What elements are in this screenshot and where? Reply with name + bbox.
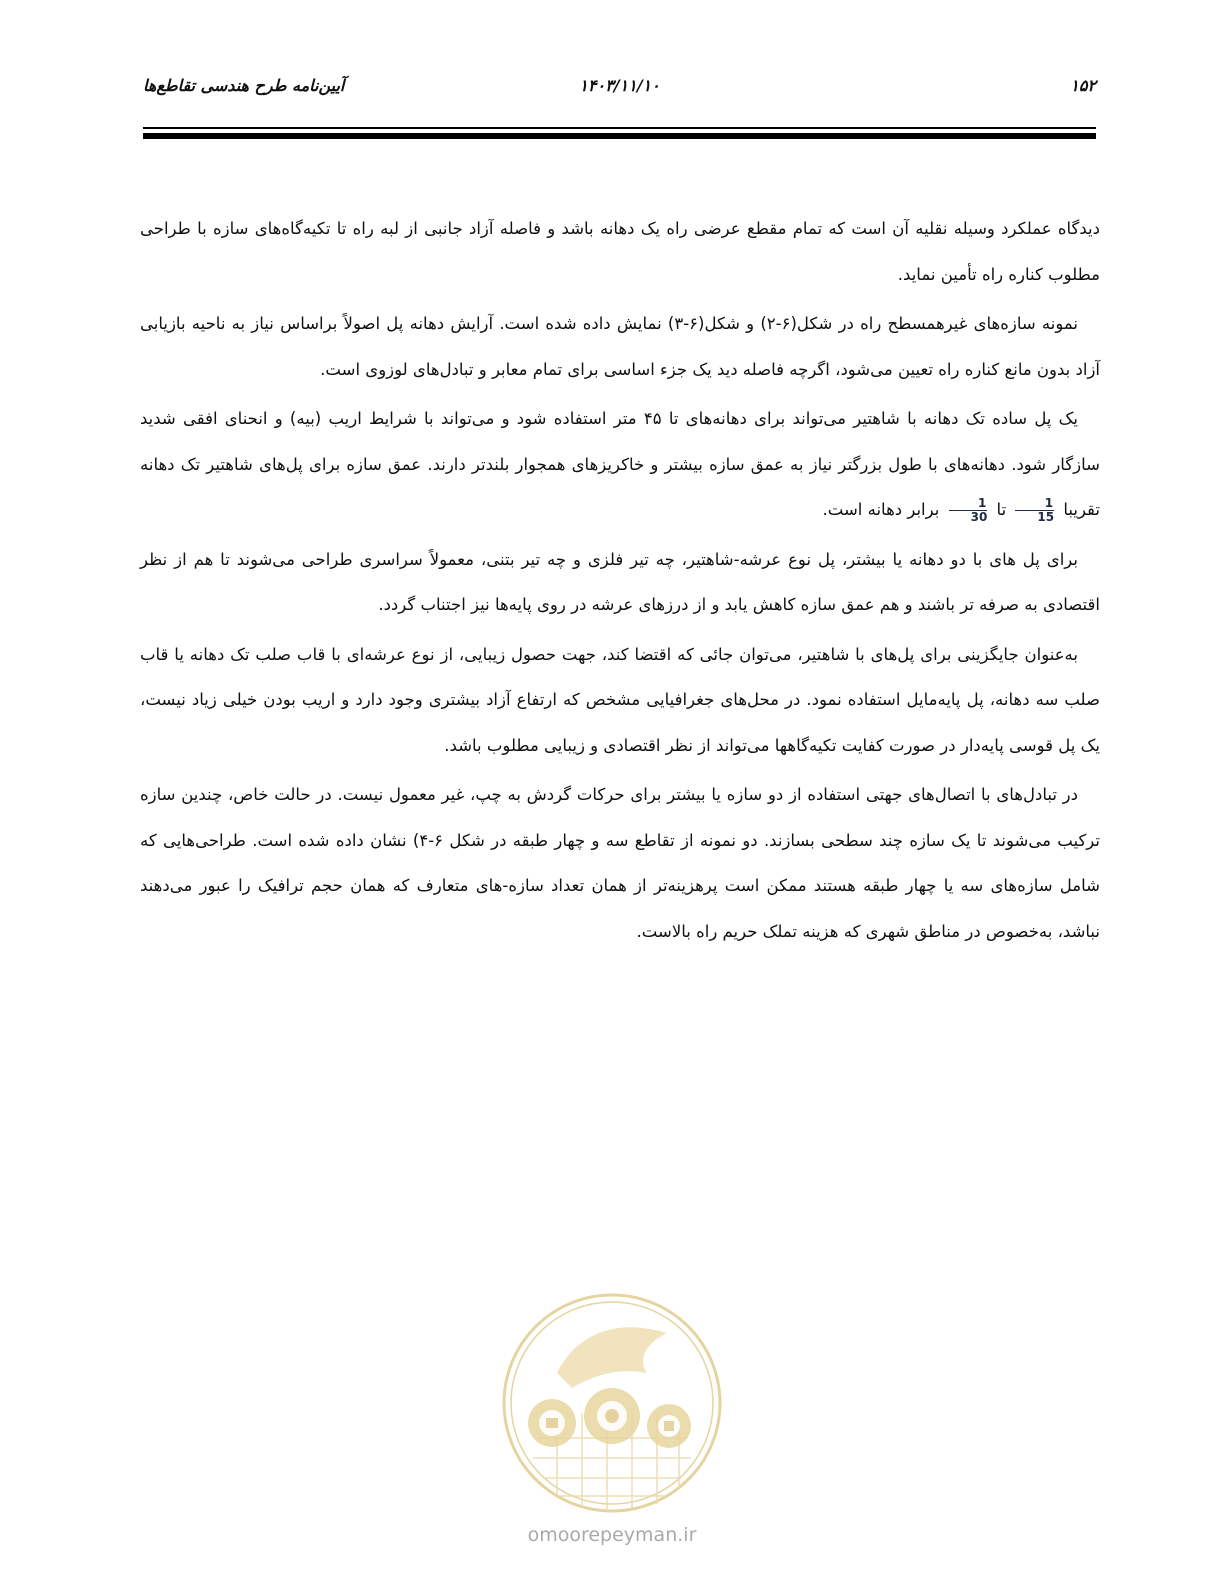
paragraph-text: تا — [991, 500, 1012, 519]
header-rule-thick — [143, 133, 1096, 139]
fraction-denominator: 30 — [970, 510, 988, 524]
page-number: ۱۵۲ — [1070, 76, 1096, 95]
paragraph-text: برابر دهانه است. — [822, 500, 945, 519]
paragraph: در تبادل‌های با اتصال‌های جهتی استفاده از دو سازه یا بیشتر برای حرکات گردش به چپ، غیر معمول نیست. در حالت خاص، چندین سازه ترکیب می‌شوند تا یک سازه چند سطحی بسازند. دو نمونه از تقاطع سه و چهار طبقه در شکل ۶-۴) نشان داده شده است. طراحی‌هایی که شامل سازه‌های سه یا چهار طبقه هستند ممکن است پرهزینه‌تر از همان تعداد سازه-های متعارف که همان حجم ترافیک را عبور می‌دهند نباشد، به‌خصوص در مناطق شهری که هزینه تملک حریم راه بالاست. — [140, 785, 1100, 941]
header-rule-thin — [143, 127, 1096, 129]
paragraph-text: یک پل ساده تک دهانه با شاهتیر می‌تواند برای دهانه‌های تا ۴۵ متر استفاده شود و می‌تواند با شرایط اریب (بیه) و انحنای افقی شدید سازگار شود. دهانه‌های با طول بزرگتر نیاز به عمق سازه بیشتر و خاکریزهای همجوار بلندتر دارند. عمق سازه برای پل‌های شاهتیر تک دهانه تقریبا — [140, 409, 1100, 519]
paragraph: دیدگاه عملکرد وسیله نقلیه آن است که تمام مقطع عرضی راه یک دهانه باشد و فاصله آزاد جانبی از لبه راه تا تکیه‌گاه‌های سازه با طراحی مطلوب کناره راه تأمین نماید. — [140, 219, 1100, 284]
paragraph: به‌عنوان جایگزینی برای پل‌های با شاهتیر، می‌توان جائی که اقتضا کند، جهت حصول زیبایی، از نوع عرشه‌ای با قاب صلب تک دهانه یا قاب صلب سه دهانه، پل پایه‌مایل استفاده نمود. در محل‌های جغرافیایی مشخص که ارتفاع آزاد بیشتری وجود دارد و اریب بودن خیلی زیاد نیست، یک پل قوسی پایه‌دار در صورت کفایت تکیه‌گاهها می‌تواند از نظر اقتصادی و زیبایی مطلوب باشد. — [140, 644, 1100, 755]
watermark-site: omoorepeyman.ir — [527, 1524, 697, 1546]
fraction-denominator: 15 — [1037, 510, 1055, 524]
paragraph: برای پل های با دو دهانه یا بیشتر، پل نوع عرشه-شاهتیر، چه تیر فلزی و چه تیر بتنی، معمولاً سراسری طراحی می‌شوند تا هم از نظر اقتصادی به صرفه تر باشند و هم عمق سازه کاهش یابد و از درزهای عرشه در روی پایه‌ها نیز اجتناب گردد. — [140, 549, 1100, 614]
fraction-numerator: 1 — [1015, 497, 1054, 511]
fraction-one-thirtieth — [949, 497, 988, 524]
body-text — [140, 206, 1100, 958]
fraction-numerator: 1 — [949, 497, 988, 511]
watermark-seal-icon — [497, 1288, 727, 1518]
document-title: آیین‌نامه طرح هندسی تقاطع‌ها — [143, 76, 345, 95]
header-date: ۱۴۰۳/۱۱/۱۰ — [579, 76, 660, 95]
page-header — [143, 70, 1096, 110]
paragraph: نمونه سازه‌های غیرهمسطح راه در شکل(۶-۲) و شکل(۶-۳) نمایش داده شده است. آرایش دهانه پل اصولاً براساس نیاز به ناحیه بازیابی آزاد بدون مانع کناره راه تعیین می‌شود، اگرچه فاصله دید یک جزء اساسی برای تمام معابر و تبادل‌های لوزوی است. — [140, 314, 1100, 379]
paragraph-with-fractions — [140, 396, 1100, 533]
fraction-one-fifteenth — [1015, 497, 1054, 524]
